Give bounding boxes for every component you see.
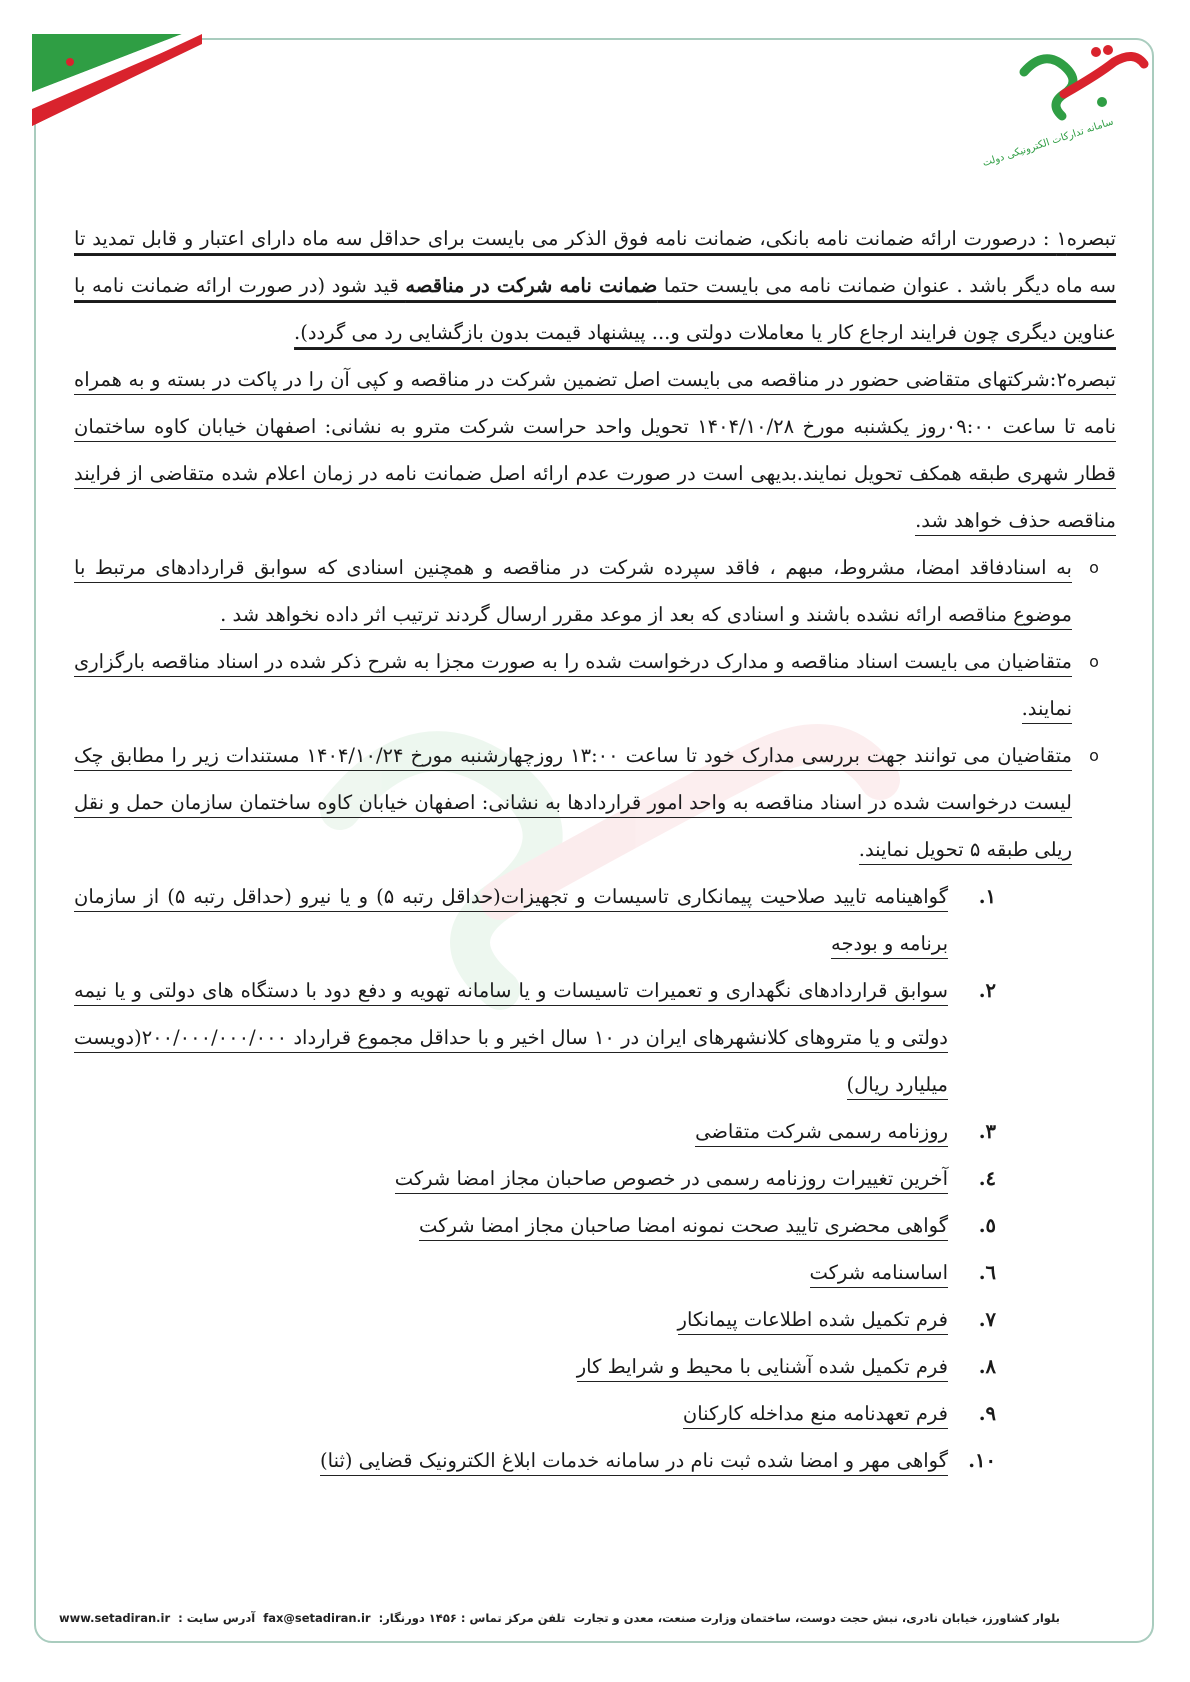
bullet-circle-icon: o <box>1089 558 1099 577</box>
footer-address: بلوار کشاورز، خیابان نادری، نبش حجت دوست، ساختمان وزارت صنعت، معدن و تجارت <box>573 1611 1060 1625</box>
bullet-circle-icon: o <box>1089 652 1099 671</box>
numbered-item: ۸. فرم تکمیل شده آشنایی با محیط و شرایط کار <box>74 1343 1116 1390</box>
setad-logo-icon <box>981 44 1154 170</box>
numbered-item: ٥. گواهی محضری تایید صحت نمونه امضا صاحبان مجاز امضا شرکت <box>74 1202 1116 1249</box>
list-item: o به اسنادفاقد امضا، مشروط، مبهم ، فاقد سپرده شرکت در مناقصه و همچنین اسنادی که سوابق قراردادهای مرتبط با موضوع مناقصه ارائه نشده باشند و اسنادی که بعد از موعد مقرر ارسال گردند ترتیب اثر داده نخواهد شد . <box>74 544 1116 638</box>
iran-flag-icon <box>32 34 202 126</box>
numbered-item: ۲. سوابق قراردادهای نگهداری و تعمیرات تاسیسات و یا سامانه تهویه و دفع دود با دستگاه های دولتی و یا نیمه دولتی و یا متروهای کلانشهرهای ایران در ۱۰ سال اخیر و با حداقل مجموع قرارداد ۲۰۰/۰۰۰/۰۰۰/۰۰۰(دویست میلیارد ریال) <box>74 967 1116 1108</box>
footer-site-link[interactable]: www.setadiran.ir <box>58 1611 171 1625</box>
document-body <box>74 215 1116 1484</box>
numbered-item: ۱۰. گواهی مهر و امضا شده ثبت نام در سامانه خدمات ابلاغ الکترونیک قضایی (ثنا) <box>74 1437 1116 1484</box>
footer <box>58 1605 1070 1631</box>
footer-site-label: آدرس سایت : <box>178 1611 256 1625</box>
footer-fax[interactable]: fax@setadiran.ir <box>263 1611 371 1625</box>
numbered-item: ٤. آخرین تغییرات روزنامه رسمی در خصوص صاحبان مجاز امضا شرکت <box>74 1155 1116 1202</box>
note-2: تبصره۲:شرکتهای متقاضی حضور در مناقصه می بایست اصل تضمین شرکت در مناقصه و کپی آن را در پاکت در بسته و به همراه نامه تا ساعت ۰۹:۰۰روز یکشنبه مورخ ۱۴۰۴/۱۰/۲۸ تحویل واحد حراست شرکت مترو به نشانی: اصفهان خیابان کاوه ساختمان قطار شهری طبقه همکف تحویل نمایند.بدیهی است در صورت عدم ارائه اصل ضمانت نامه در زمان اعلام شده متقاضی از فرایند مناقصه حذف خواهد شد. <box>74 356 1116 544</box>
numbered-item: ۷. فرم تکمیل شده اطلاعات پیمانکار <box>74 1296 1116 1343</box>
numbered-item: ۱. گواهینامه تایید صلاحیت پیمانکاری تاسیسات و تجهیزات(حداقل رتبه ۵) و یا نیرو (حداقل رتبه ۵) از سازمان برنامه و بودجه <box>74 873 1116 967</box>
numbered-item: ۹. فرم تعهدنامه منع مداخله کارکنان <box>74 1390 1116 1437</box>
note-1: تبصره۱ : درصورت ارائه ضمانت نامه بانکی، ضمانت نامه فوق الذکر می بایست برای حداقل سه ماه دارای اعتبار و قابل تمدید تا سه ماه دیگر باشد . عنوان ضمانت نامه می بایست حتما ضمانت نامه شرکت در مناقصه قید شود (در صورت ارائه ضمانت نامه با عناوین دیگری چون فرایند ارجاع کار یا معاملات دولتی و... پیشنهاد قیمت بدون بازگشایی رد می گردد). <box>74 215 1116 356</box>
numbered-item: ٦. اساسنامه شرکت <box>74 1249 1116 1296</box>
list-item: o متقاضیان می توانند جهت بررسی مدارک خود تا ساعت ۱۳:۰۰ روزچهارشنبه مورخ ۱۴۰۴/۱۰/۲۴ مستندات زیر را مطابق چک لیست درخواست شده در اسناد مناقصه به واحد امور قراردادها به نشانی: اصفهان خیابان کاوه ساختمان سازمان حمل و نقل ریلی طبقه ۵ تحویل نمایند. <box>74 732 1116 873</box>
logo-text: سامانه تدارکات الکترونیکی دولت <box>981 116 1115 170</box>
list-item: o متقاضیان می بایست اسناد مناقصه و مدارک درخواست شده را به صورت مجزا به شرح ذکر شده در اسناد مناقصه بارگزاری نمایند. <box>74 638 1116 732</box>
numbered-item: ۳. روزنامه رسمی شرکت متقاضی <box>74 1108 1116 1155</box>
bullet-circle-icon: o <box>1089 746 1099 765</box>
footer-phone: تلفن مرکز تماس : ۱۴۵۶ دورنگار: <box>378 1611 566 1625</box>
